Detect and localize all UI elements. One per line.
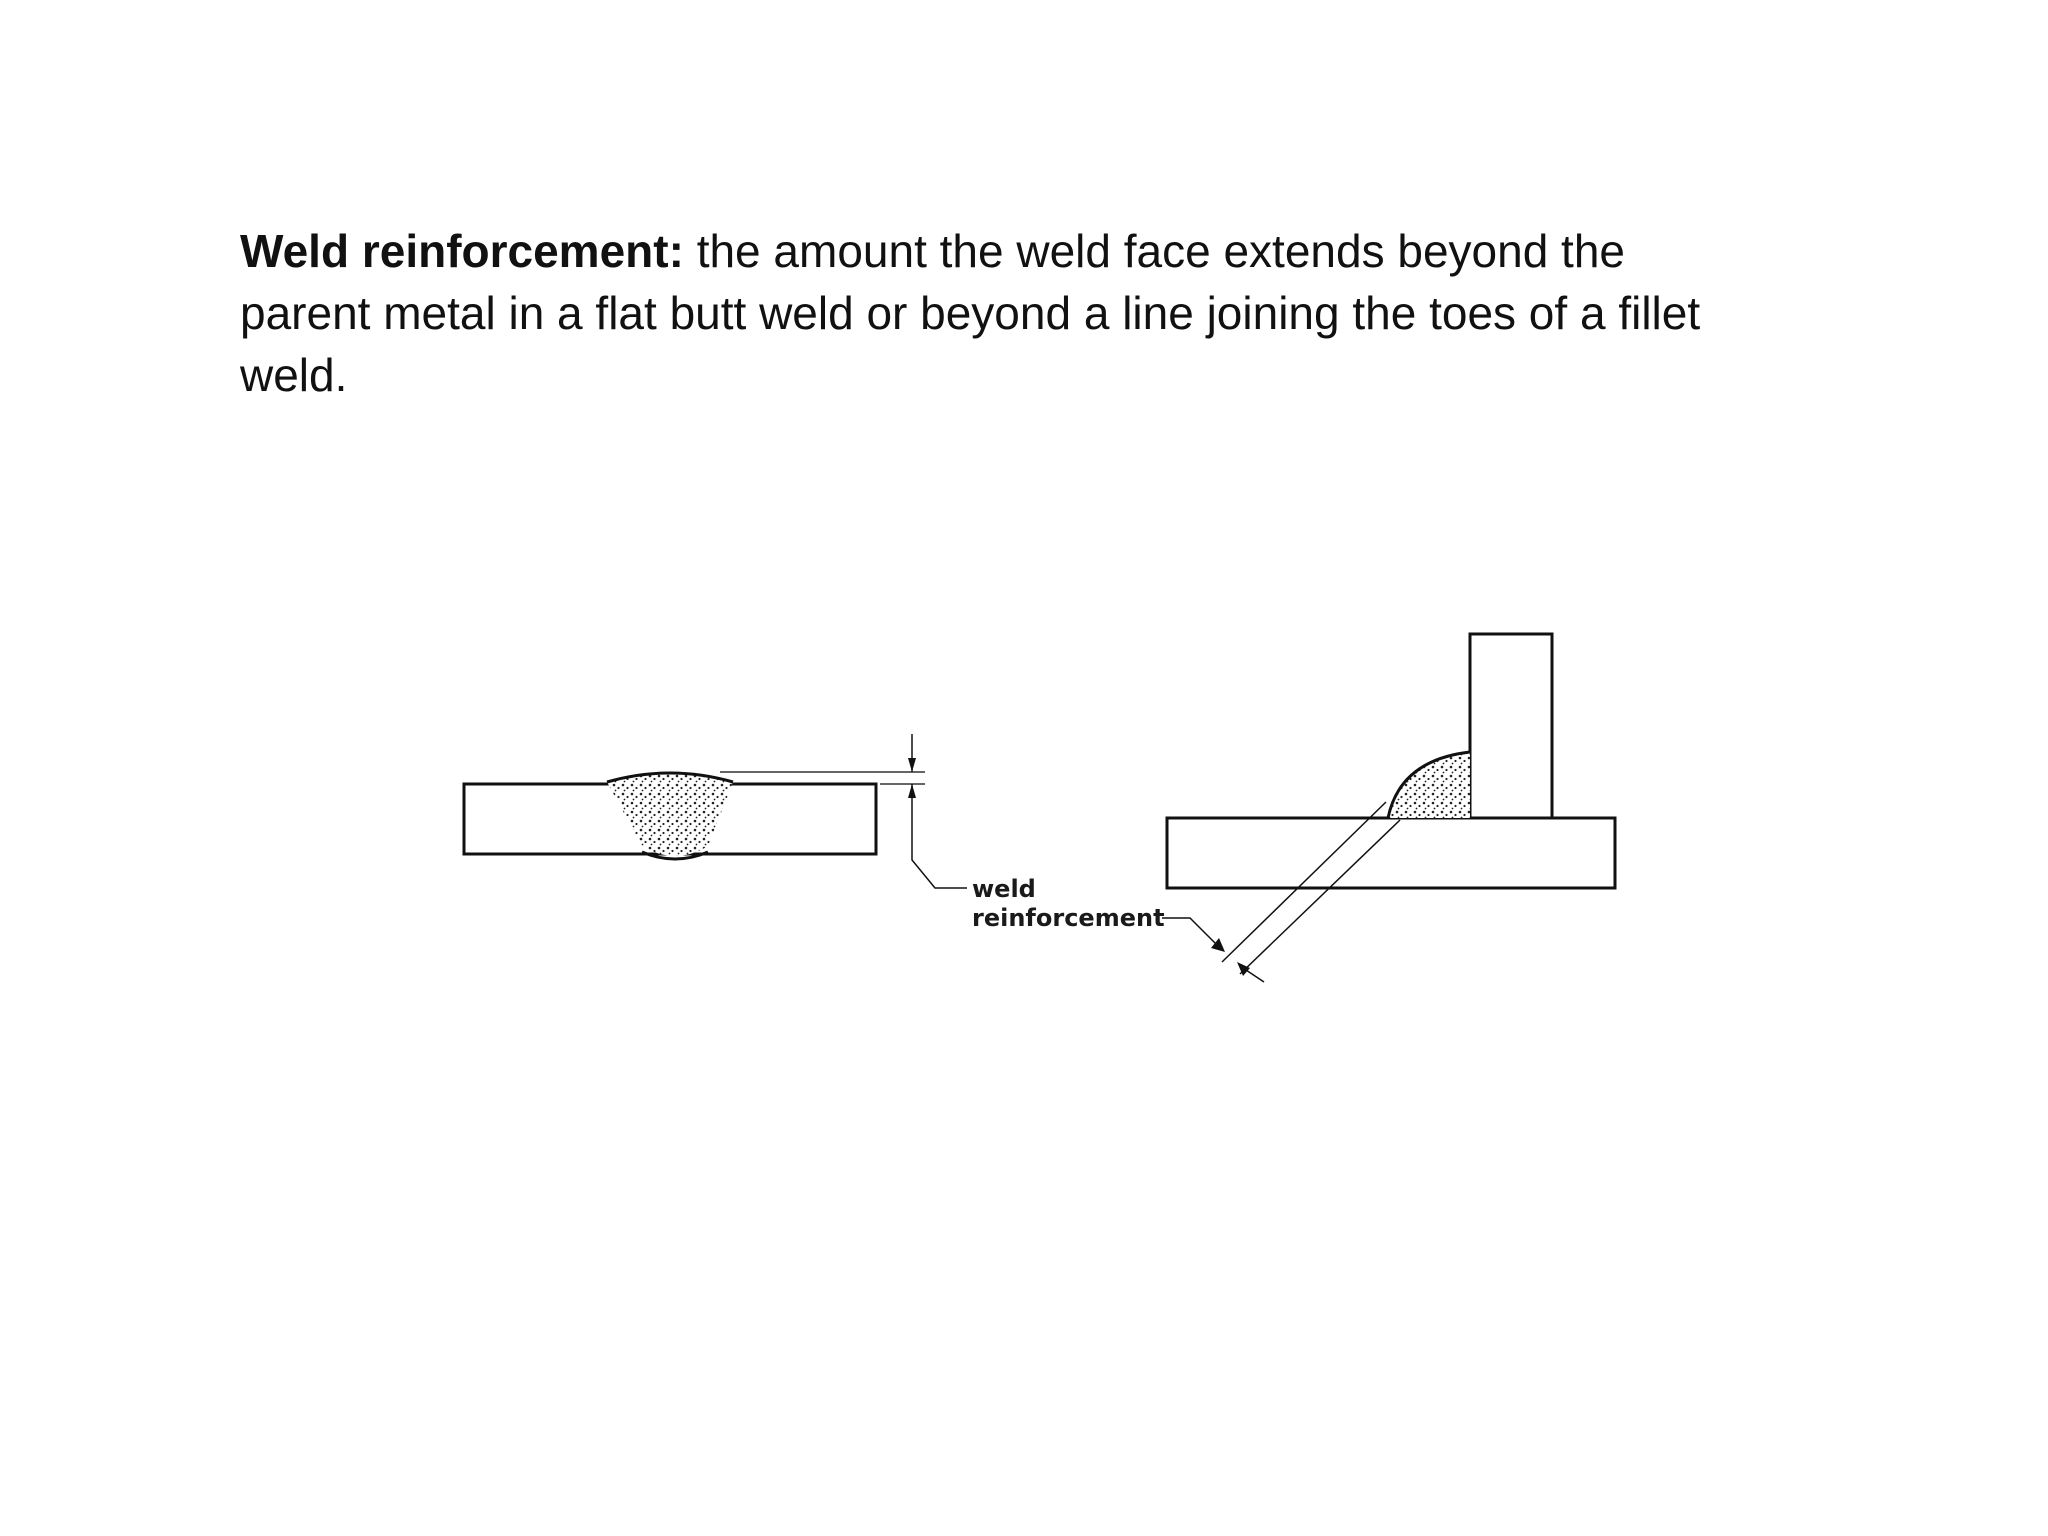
- fillet-weld-figure: [1162, 634, 1615, 982]
- butt-arrow-up: [908, 784, 916, 798]
- fillet-arrow-outward: [1237, 962, 1250, 976]
- butt-arrow-down: [908, 758, 916, 772]
- butt-weld-stipple: [607, 773, 733, 856]
- fillet-extension-line-toes: [1240, 820, 1400, 974]
- butt-leader-line: [912, 810, 967, 888]
- label-reinforcement: reinforcement: [972, 904, 1165, 932]
- definition-term: Weld reinforcement:: [240, 225, 684, 277]
- definition-text: the amount the weld face extends beyond the parent metal in a flat butt weld or beyond a line joining the toes of a fillet weld.: [240, 225, 1701, 401]
- butt-weld-figure: [464, 734, 967, 888]
- fillet-leader-line: [1162, 918, 1218, 946]
- fillet-vertical-plate: [1470, 634, 1552, 818]
- fillet-extension-line-face: [1222, 802, 1386, 962]
- label-weld: weld: [972, 875, 1036, 903]
